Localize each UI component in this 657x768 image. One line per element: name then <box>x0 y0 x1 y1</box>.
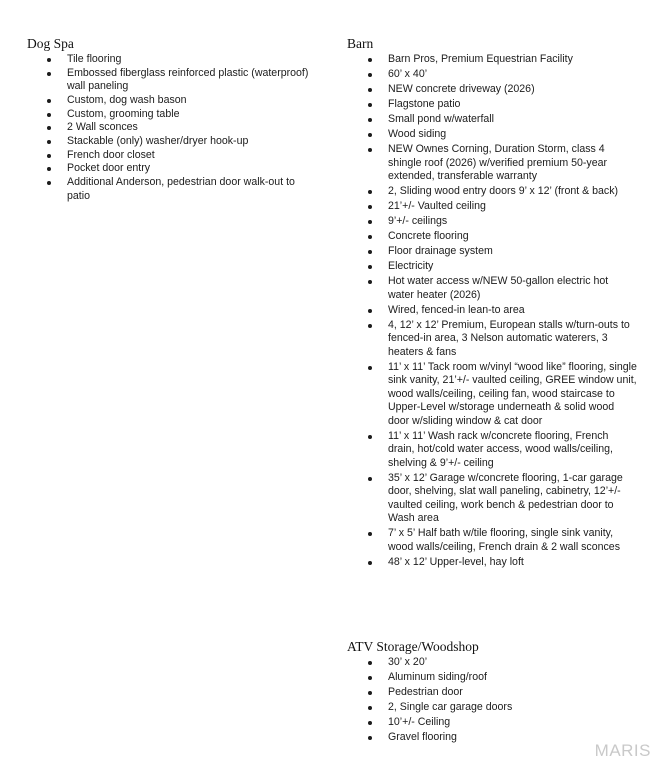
list-item: Gravel flooring <box>388 731 637 745</box>
atv-storage-list <box>388 656 637 745</box>
list-item: Concrete flooring <box>388 230 637 244</box>
list-item: 30’ x 20’ <box>388 656 637 670</box>
dog-spa-list <box>67 53 317 203</box>
atv-storage-section <box>347 639 637 746</box>
list-item: 4, 12’ x 12’ Premium, European stalls w/turn-outs to fenced-in area, 3 Nelson automatic waterers, 3 heaters & fans <box>388 319 637 360</box>
list-item: 2 Wall sconces <box>67 121 317 135</box>
barn-section <box>347 36 637 571</box>
list-item: Flagstone patio <box>388 98 637 112</box>
list-item: Pedestrian door <box>388 686 637 700</box>
dog-spa-heading: Dog Spa <box>27 36 74 51</box>
barn-list <box>388 53 637 569</box>
list-item: Aluminum siding/roof <box>388 671 637 685</box>
list-item: 11’ x 11’ Tack room w/vinyl “wood like” flooring, single sink vanity, 21’+/- vaulted ceiling, GREE window unit, wood walls/ceiling, ceiling fan, wood staircase to Upper-Level w/storage underneath & solid wood door w/sliding window & cat door <box>388 360 637 427</box>
list-item: Additional Anderson, pedestrian door walk-out to patio <box>67 176 317 203</box>
list-item: French door closet <box>67 149 317 163</box>
list-item: Floor drainage system <box>388 245 637 259</box>
list-item: 10’+/- Ceiling <box>388 716 637 730</box>
list-item: Stackable (only) washer/dryer hook-up <box>67 135 317 149</box>
list-item: Embossed fiberglass reinforced plastic (waterproof) wall paneling <box>67 67 317 94</box>
list-item: Tile flooring <box>67 53 317 67</box>
list-item: 11’ x 11’ Wash rack w/concrete flooring, French drain, hot/cold water access, wood walls/ceiling, shelving & 9’+/- ceiling <box>388 430 637 471</box>
list-item: Wood siding <box>388 128 637 142</box>
maris-watermark: MARIS <box>594 741 651 760</box>
atv-storage-heading: ATV Storage/Woodshop <box>347 639 479 654</box>
list-item: 21’+/- Vaulted ceiling <box>388 200 637 214</box>
dog-spa-section <box>27 36 317 203</box>
list-item: Pocket door entry <box>67 162 317 176</box>
list-item: 48’ x 12’ Upper-level, hay loft <box>388 556 637 570</box>
list-item: NEW Ownes Corning, Duration Storm, class 4 shingle roof (2026) w/verified premium 50-year extended, transferable warranty <box>388 143 637 184</box>
list-item: Electricity <box>388 260 637 274</box>
list-item: 7’ x 5’ Half bath w/tile flooring, single sink vanity, wood walls/ceiling, French drain & 2 wall sconces <box>388 527 637 554</box>
list-item: Hot water access w/NEW 50-gallon electric hot water heater (2026) <box>388 275 637 302</box>
list-item: 9’+/- ceilings <box>388 215 637 229</box>
list-item: 60’ x 40’ <box>388 68 637 82</box>
list-item: NEW concrete driveway (2026) <box>388 83 637 97</box>
list-item: Custom, dog wash bason <box>67 94 317 108</box>
barn-heading: Barn <box>347 36 374 51</box>
list-item: Custom, grooming table <box>67 108 317 122</box>
list-item: Wired, fenced-in lean-to area <box>388 304 637 318</box>
list-item: 2, Sliding wood entry doors 9’ x 12’ (front & back) <box>388 185 637 199</box>
list-item: Barn Pros, Premium Equestrian Facility <box>388 53 637 67</box>
list-item: Small pond w/waterfall <box>388 113 637 127</box>
list-item: 35’ x 12’ Garage w/concrete flooring, 1-car garage door, shelving, slat wall paneling, cabinetry, 12’+/- vaulted ceiling, work bench & pedestrian door to Wash area <box>388 472 637 526</box>
list-item: 2, Single car garage doors <box>388 701 637 715</box>
